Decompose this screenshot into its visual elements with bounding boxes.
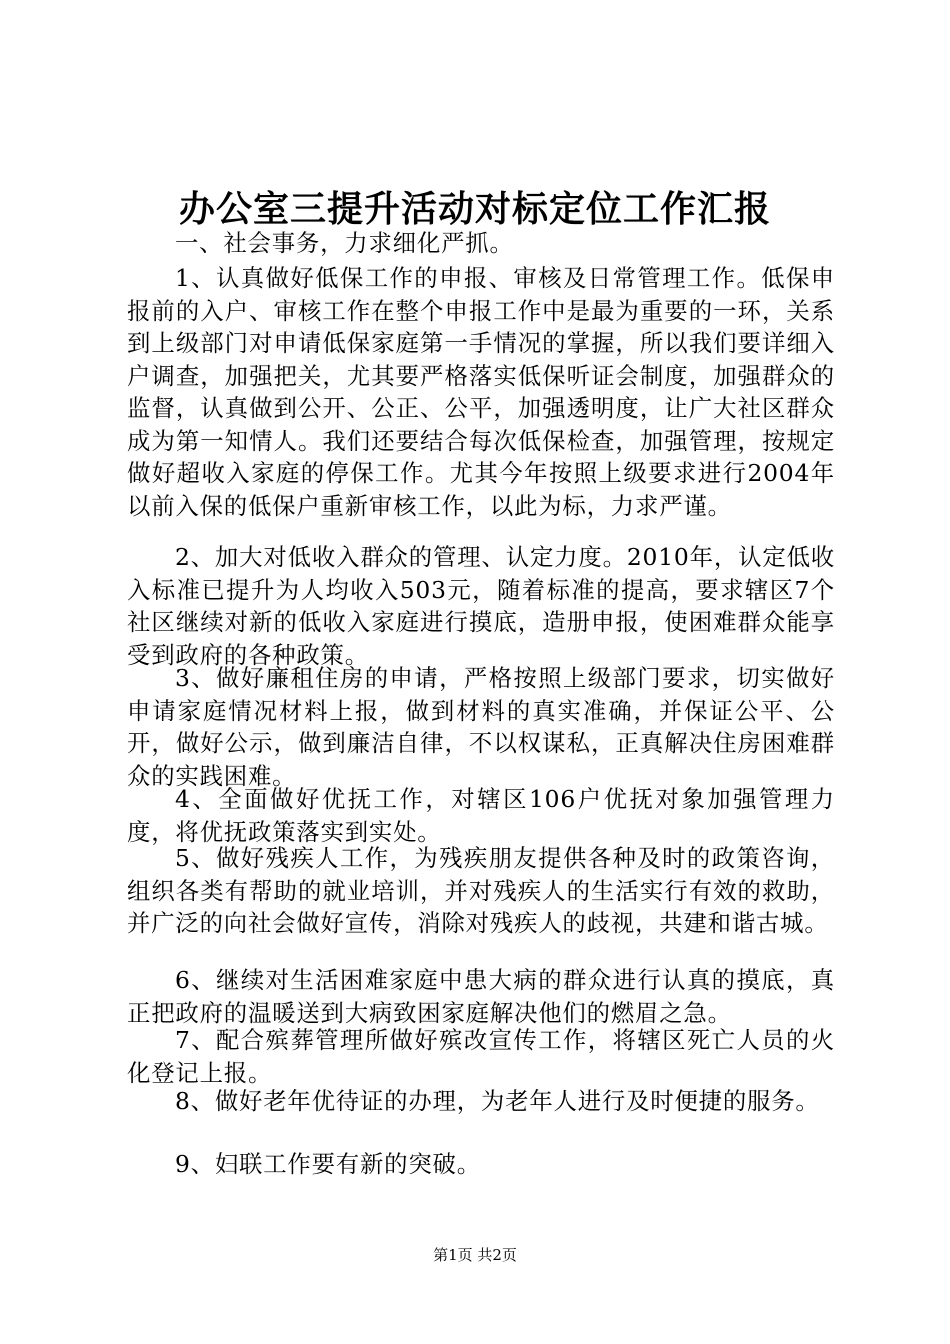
paragraph-1: 1、认真做好低保工作的申报、审核及日常管理工作。低保申报前的入户、审核工作在整个申报工作中是最为重要的一环，关系到上级部门对申请低保家庭第一手情况的掌握，所以我们要详细入户调查，加强把关，尤其要严格落实低保听证会制度，加强群众的监督，认真做到公开、公正、公平，加强透明度，让广大社区群众成为第一知情人。我们还要结合每次低保检查，加强管理，按规定做好超收入家庭的停保工作。尤其今年按照上级要求进行2004年以前入保的低保户重新审核工作，以此为标，力求严谨。 bbox=[127, 264, 835, 520]
paragraph-9: 9、妇联工作要有新的突破。 bbox=[174, 1150, 481, 1178]
document-title: 办公室三提升活动对标定位工作汇报 bbox=[178, 188, 771, 230]
paragraph-2: 2、加大对低收入群众的管理、认定力度。2010年，认定低收入标准已提升为人均收入503元，随着标准的提高，要求辖区7个社区继续对新的低收入家庭进行摸底，造册申报，使困难群众能享受到政府的各种政策。 bbox=[127, 543, 835, 669]
paragraph-7: 7、配合殡葬管理所做好殡改宣传工作，将辖区死亡人员的火化登记上报。 bbox=[127, 1026, 835, 1087]
section-heading: 一、社会事务，力求细化严抓。 bbox=[174, 229, 514, 257]
paragraph-8: 8、做好老年优待证的办理，为老年人进行及时便捷的服务。 bbox=[174, 1087, 820, 1115]
paragraph-6: 6、继续对生活困难家庭中患大病的群众进行认真的摸底，真正把政府的温暖送到大病致困家庭解决他们的燃眉之急。 bbox=[127, 966, 835, 1027]
paragraph-5: 5、做好残疾人工作，为残疾朋友提供各种及时的政策咨询，组织各类有帮助的就业培训，并对残疾人的生活实行有效的救助，并广泛的向社会做好宣传，消除对残疾人的歧视，共建和谐古城。 bbox=[127, 844, 835, 937]
page-footer-indicator: 第1页 共2页 bbox=[433, 1246, 517, 1264]
paragraph-4: 4、全面做好优抚工作，对辖区106户优抚对象加强管理力度，将优抚政策落实到实处。 bbox=[127, 785, 835, 846]
paragraph-3: 3、做好廉租住房的申请，严格按照上级部门要求，切实做好申请家庭情况材料上报，做到材料的真实准确，并保证公平、公开，做好公示，做到廉洁自律，不以权谋私，正真解决住房困难群众的实践困难。 bbox=[127, 664, 835, 790]
